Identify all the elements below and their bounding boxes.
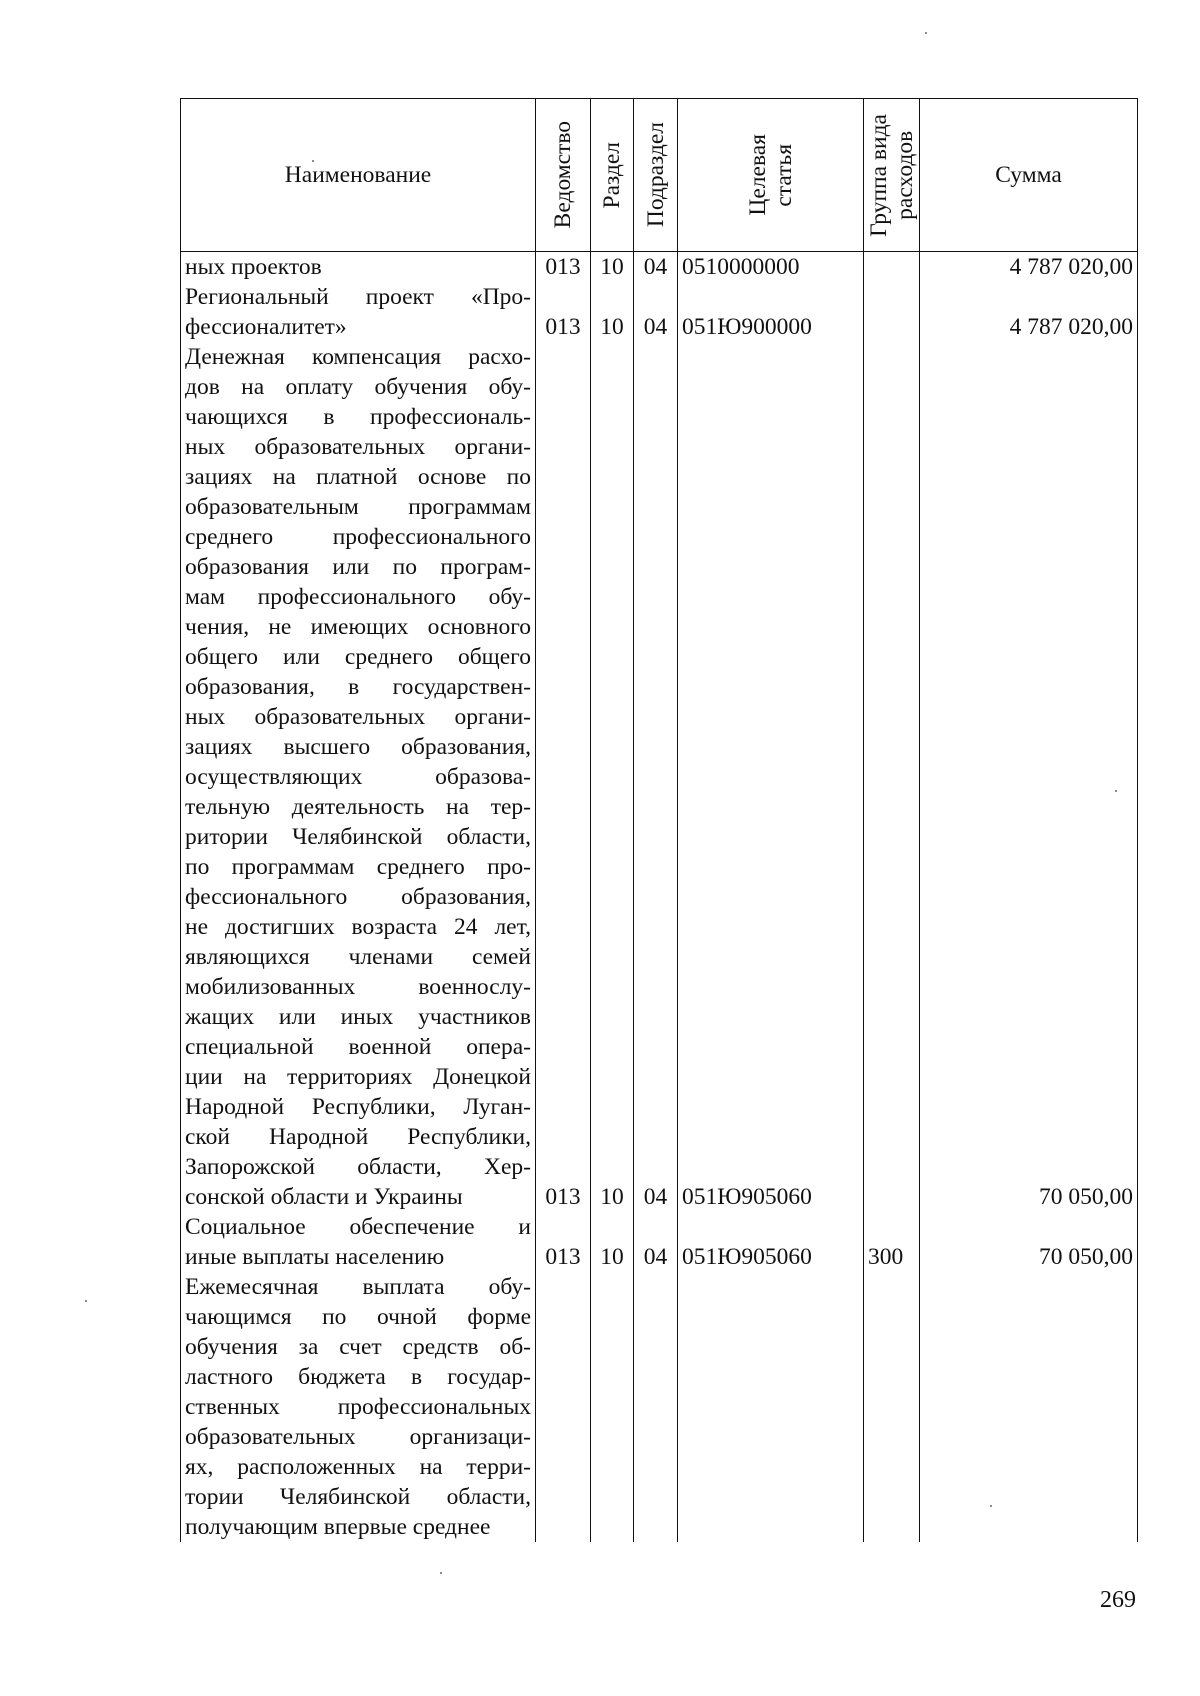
- name-line: не достигших возраста 24 лет,: [185, 914, 531, 940]
- name-line: Денежная компенсация расхо-: [185, 344, 531, 370]
- cell-target-article: 0510000000: [678, 252, 864, 283]
- cell-expense-group: [864, 282, 920, 342]
- cell-name: [181, 1272, 536, 1542]
- scan-speck: [312, 160, 314, 162]
- name-line: жащих или иных участников: [185, 1004, 531, 1030]
- cell-name: [181, 282, 536, 342]
- cell-subsection: 04: [634, 252, 678, 283]
- name-line: Социальное обеспечение и: [185, 1214, 531, 1240]
- name-line: образования или по програм-: [185, 554, 531, 580]
- name-line: ластного бюджета в государ-: [185, 1364, 531, 1390]
- cell-subsection: 04: [634, 282, 678, 342]
- cell-department: 013: [536, 282, 591, 342]
- cell-expense-group: [864, 252, 920, 283]
- cell-department: 013: [536, 342, 591, 1212]
- name-line: по программам среднего про-: [185, 854, 531, 880]
- name-line: Запорожской области, Хер-: [185, 1154, 531, 1180]
- name-line: ской Народной Республики,: [185, 1124, 531, 1150]
- cell-section: 10: [591, 1212, 634, 1272]
- name-line: фессионального образования,: [185, 884, 531, 910]
- name-line: Региональный проект «Про-: [185, 284, 531, 310]
- name-line: осуществляющих образова-: [185, 764, 531, 790]
- cell-subsection: [634, 1272, 678, 1542]
- name-line: чения, не имеющих основного: [185, 614, 531, 640]
- cell-sum: 70 050,00: [920, 342, 1138, 1212]
- cell-subsection: 04: [634, 342, 678, 1212]
- name-line: ритории Челябинской области,: [185, 824, 531, 850]
- header-target-article: Целевая статья: [678, 99, 864, 252]
- cell-target-article: 051Ю905060: [678, 342, 864, 1212]
- cell-sum: 4 787 020,00: [920, 282, 1138, 342]
- name-line: обучения за счет средств об-: [185, 1334, 531, 1360]
- table-row: [181, 1212, 1138, 1272]
- page-number: 269: [1100, 1587, 1136, 1613]
- header-name: Наименование: [181, 99, 536, 252]
- table-row: [181, 282, 1138, 342]
- header-sum: Сумма: [920, 99, 1138, 252]
- name-line: мобилизованных военнослу-: [185, 974, 531, 1000]
- scan-speck: [1115, 790, 1117, 792]
- cell-sum: 70 050,00: [920, 1212, 1138, 1272]
- name-line: сонской области и Украины: [185, 1184, 463, 1210]
- name-line: общего или среднего общего: [185, 644, 531, 670]
- cell-name: [181, 252, 536, 283]
- cell-name: [181, 342, 536, 1212]
- name-line: фессионалитет»: [185, 314, 347, 340]
- budget-table: [180, 98, 1138, 1542]
- cell-target-article: [678, 1272, 864, 1542]
- name-line: мам профессионального обу-: [185, 584, 531, 610]
- header-expense-group: Группа вида расходов: [864, 99, 920, 252]
- name-line: дов на оплату обучения обу-: [185, 374, 531, 400]
- cell-section: 10: [591, 342, 634, 1212]
- header-section: Раздел: [591, 99, 634, 252]
- table-row: [181, 342, 1138, 1212]
- cell-expense-group: [864, 1272, 920, 1542]
- table-row: [181, 1272, 1138, 1542]
- scan-speck: [925, 32, 927, 34]
- name-line: зациях высшего образования,: [185, 734, 531, 760]
- name-line: образования, в государствен-: [185, 674, 531, 700]
- cell-department: 013: [536, 1212, 591, 1272]
- name-line: образовательных организаци-: [185, 1424, 531, 1450]
- name-line: зациях на платной основе по: [185, 464, 531, 490]
- name-line: чающихся в профессиональ-: [185, 404, 531, 430]
- cell-section: 10: [591, 252, 634, 283]
- name-line: специальной военной опера-: [185, 1034, 531, 1060]
- name-line: чающимся по очной форме: [185, 1304, 531, 1330]
- name-line: Народной Республики, Луган-: [185, 1094, 531, 1120]
- header-department: Ведомство: [536, 99, 591, 252]
- name-line: иные выплаты населению: [185, 1244, 445, 1270]
- name-line: ции на территориях Донецкой: [185, 1064, 531, 1090]
- name-line: тории Челябинской области,: [185, 1484, 531, 1510]
- cell-department: [536, 1272, 591, 1542]
- cell-section: [591, 1272, 634, 1542]
- name-line: среднего профессионального: [185, 524, 531, 550]
- name-line: являющихся членами семей: [185, 944, 531, 970]
- cell-target-article: 051Ю905060: [678, 1212, 864, 1272]
- cell-target-article: 051Ю900000: [678, 282, 864, 342]
- name-line: тельную деятельность на тер-: [185, 794, 531, 820]
- cell-expense-group: [864, 342, 920, 1212]
- name-line: ных образовательных органи-: [185, 704, 531, 730]
- header-subsection: Подраздел: [634, 99, 678, 252]
- name-line: ных проектов: [185, 254, 322, 280]
- cell-sum: 4 787 020,00: [920, 252, 1138, 283]
- name-line: Ежемесячная выплата обу-: [185, 1274, 531, 1300]
- table-row: [181, 252, 1138, 283]
- name-line: ственных профессиональных: [185, 1394, 531, 1420]
- cell-department: 013: [536, 252, 591, 283]
- cell-name: [181, 1212, 536, 1272]
- cell-expense-group: 300: [864, 1212, 920, 1272]
- name-line: образовательным программам: [185, 494, 531, 520]
- cell-section: 10: [591, 282, 634, 342]
- scan-speck: [990, 1505, 992, 1507]
- header-row: [181, 99, 1138, 252]
- name-line: ных образовательных органи-: [185, 434, 531, 460]
- name-line: получающим впервые среднее: [185, 1514, 491, 1540]
- name-line: ях, расположенных на терри-: [185, 1454, 531, 1480]
- scan-speck: [85, 1300, 87, 1302]
- cell-sum: [920, 1272, 1138, 1542]
- scan-speck: [440, 1572, 442, 1574]
- cell-subsection: 04: [634, 1212, 678, 1272]
